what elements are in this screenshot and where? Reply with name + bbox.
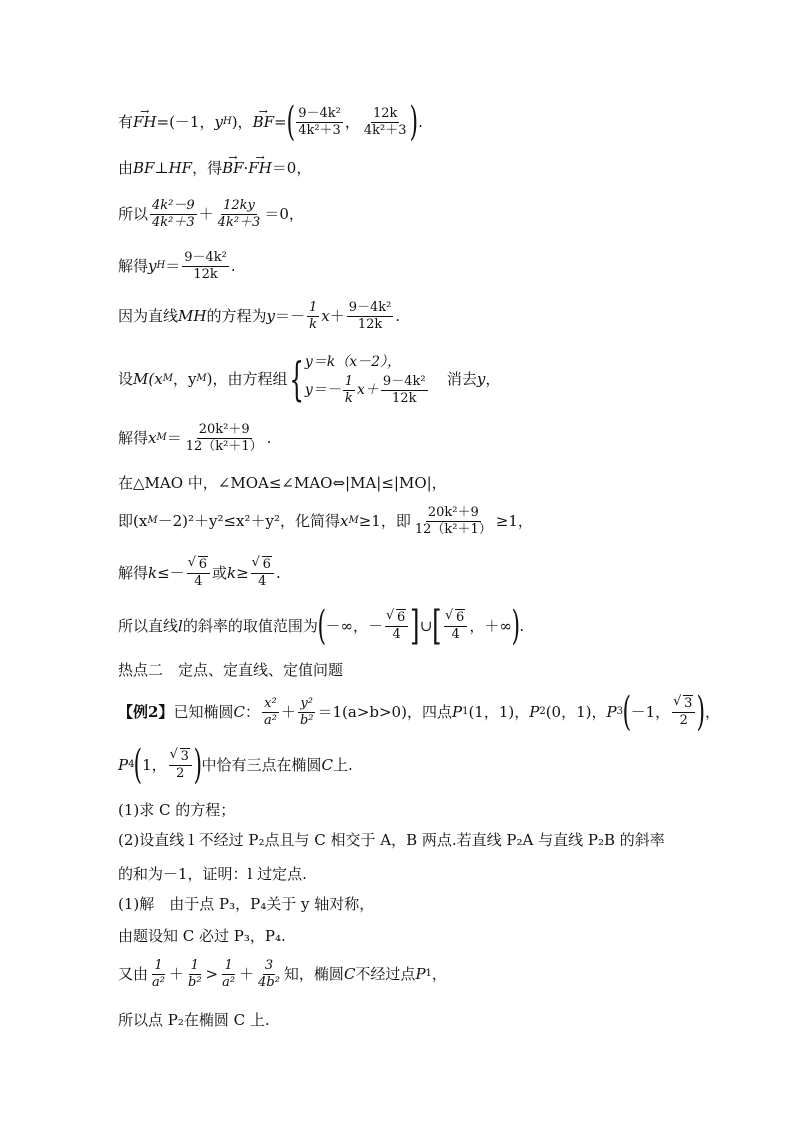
subscript: 3 bbox=[616, 706, 623, 717]
left-bracket-icon: [ bbox=[432, 603, 442, 649]
right-bracket-icon: ] bbox=[410, 603, 420, 649]
text: 的斜率的取值范围为 bbox=[182, 617, 318, 635]
text: y＝－ bbox=[304, 382, 341, 398]
text: 所以点 P₂在椭圆 C 上. bbox=[118, 1011, 270, 1029]
fraction bbox=[347, 300, 394, 333]
sqrt-icon bbox=[253, 557, 272, 573]
radicand: 6 bbox=[456, 609, 465, 625]
text: ＋ bbox=[168, 965, 184, 983]
numerator: 1 bbox=[190, 957, 199, 973]
text: = bbox=[274, 113, 287, 131]
denominator: 2 bbox=[176, 765, 185, 781]
left-paren-icon: ( bbox=[286, 99, 295, 145]
subscript: M bbox=[162, 373, 173, 384]
text: > bbox=[205, 965, 219, 983]
subscript: 2 bbox=[539, 706, 546, 717]
radicand: 6 bbox=[198, 556, 207, 572]
text: . bbox=[275, 564, 281, 582]
radicand: 3 bbox=[684, 695, 693, 711]
text: ＋ bbox=[198, 205, 214, 223]
text: 有 bbox=[118, 113, 134, 131]
numerator: x² bbox=[264, 695, 277, 711]
var: M(x bbox=[133, 370, 163, 388]
line-6 bbox=[118, 350, 500, 408]
text: . bbox=[266, 429, 272, 447]
fraction bbox=[362, 106, 409, 139]
line-19 bbox=[118, 926, 286, 946]
var: C bbox=[233, 703, 245, 721]
fraction bbox=[444, 610, 467, 643]
text: . bbox=[230, 257, 236, 275]
denominator: b² bbox=[188, 974, 202, 990]
text: 或 bbox=[211, 564, 227, 582]
var: y bbox=[148, 257, 157, 275]
var: HF bbox=[168, 159, 193, 177]
text: ＝0， bbox=[264, 205, 304, 223]
line-4 bbox=[118, 248, 236, 284]
left-paren-icon: ( bbox=[317, 603, 326, 649]
line-8 bbox=[118, 473, 447, 493]
text: ＋ bbox=[239, 965, 255, 983]
numerator: 12ky bbox=[223, 197, 255, 213]
text: ，得 bbox=[192, 159, 223, 177]
vector-bf: → BF bbox=[253, 112, 274, 132]
sqrt-icon bbox=[446, 610, 465, 626]
fraction bbox=[184, 422, 265, 455]
subscript: M bbox=[156, 432, 167, 443]
numerator: y² bbox=[300, 695, 313, 711]
denominator: 4k²＋3 bbox=[217, 214, 261, 230]
fraction bbox=[307, 300, 319, 333]
vector-fh: → FH bbox=[248, 158, 272, 178]
text: =(－1， bbox=[156, 113, 215, 131]
text: 1， bbox=[142, 756, 167, 774]
numerator: 3 bbox=[264, 957, 274, 973]
right-paren-icon: ) bbox=[193, 742, 203, 788]
fraction bbox=[296, 106, 343, 139]
denominator: 4k²＋3 bbox=[152, 214, 195, 230]
var: x bbox=[148, 429, 157, 447]
text: ，＋∞ bbox=[469, 617, 512, 635]
text: 的方程为 bbox=[206, 307, 267, 325]
text: )， bbox=[231, 113, 253, 131]
text: · bbox=[243, 159, 249, 177]
text: ， bbox=[485, 370, 501, 388]
right-paren-icon: ) bbox=[511, 603, 520, 649]
text: ： bbox=[244, 703, 260, 721]
system-row-1 bbox=[305, 351, 430, 373]
subscript: M bbox=[348, 515, 359, 526]
line-15 bbox=[118, 800, 235, 820]
right-paren-icon: ) bbox=[696, 689, 706, 735]
fraction bbox=[256, 958, 282, 991]
fraction bbox=[220, 958, 237, 991]
numerator: 20k²＋9 bbox=[427, 504, 479, 520]
text: 已知椭圆 bbox=[173, 703, 234, 721]
fraction bbox=[186, 958, 204, 991]
text: x＋ bbox=[357, 382, 379, 398]
var: P bbox=[529, 703, 540, 721]
var: x bbox=[321, 307, 330, 325]
denominator: k bbox=[309, 316, 318, 332]
text: 设 bbox=[118, 370, 134, 388]
fraction bbox=[150, 198, 197, 231]
fraction bbox=[150, 958, 167, 991]
var: C bbox=[343, 965, 356, 983]
line-9 bbox=[118, 503, 533, 539]
text: . bbox=[418, 113, 423, 131]
var: P bbox=[118, 756, 129, 774]
denominator: 4k²＋3 bbox=[298, 122, 341, 138]
text: 上. bbox=[333, 756, 353, 774]
vector-fh: → FH bbox=[133, 112, 157, 132]
fraction bbox=[298, 696, 316, 729]
numerator: 9－4k² bbox=[382, 373, 426, 389]
text: . bbox=[519, 617, 525, 635]
text: 由题设知 C 必过 P₃，P₄. bbox=[118, 927, 286, 945]
sqrt-icon bbox=[674, 696, 693, 712]
denominator: a² bbox=[152, 974, 165, 990]
text: 因为直线 bbox=[118, 307, 179, 325]
line-13 bbox=[118, 689, 721, 735]
text: . bbox=[395, 307, 401, 325]
denominator: a² bbox=[222, 974, 236, 990]
fraction bbox=[251, 557, 274, 590]
text: ≥1，即 bbox=[358, 512, 411, 530]
denominator: 4 bbox=[258, 573, 267, 589]
left-brace-icon: { bbox=[288, 352, 304, 406]
line-17 bbox=[118, 864, 307, 884]
text: 解得 bbox=[118, 564, 149, 582]
radicand: 3 bbox=[180, 748, 189, 764]
text: 知，椭圆 bbox=[283, 965, 344, 983]
fraction bbox=[182, 250, 229, 283]
fraction bbox=[381, 374, 428, 407]
text: －∞，－ bbox=[325, 617, 383, 635]
line-5 bbox=[118, 298, 400, 334]
var: MH bbox=[178, 307, 207, 325]
text: 解得 bbox=[118, 257, 149, 275]
fraction bbox=[187, 557, 210, 590]
denominator: 4 bbox=[451, 626, 460, 642]
text: ，y bbox=[172, 370, 197, 388]
sqrt-icon bbox=[171, 749, 190, 765]
fraction bbox=[262, 696, 279, 729]
text: ， bbox=[431, 965, 447, 983]
text: ≥1， bbox=[495, 512, 533, 530]
line-1 bbox=[118, 99, 423, 145]
text: ∪ bbox=[419, 617, 433, 635]
var: y bbox=[476, 370, 486, 388]
text: ＝ bbox=[166, 429, 182, 447]
vector-bf: → BF bbox=[222, 158, 243, 178]
equation-system bbox=[305, 351, 430, 407]
text: 即(x bbox=[118, 512, 148, 530]
subscript: M bbox=[147, 515, 158, 526]
fraction bbox=[385, 610, 408, 643]
denominator: 12k bbox=[392, 390, 417, 406]
line-20 bbox=[118, 954, 447, 994]
var: P bbox=[415, 965, 426, 983]
numerator: 9－4k² bbox=[298, 105, 341, 121]
var: P bbox=[451, 703, 463, 721]
fraction bbox=[216, 198, 263, 231]
denominator: k bbox=[344, 390, 353, 406]
text: (1)解 由于点 P₃，P₄关于 y 轴对称， bbox=[118, 895, 375, 913]
sqrt-icon bbox=[387, 610, 406, 626]
line-14 bbox=[118, 742, 353, 788]
var: l bbox=[178, 617, 183, 635]
radicand: 6 bbox=[262, 556, 271, 572]
text: ， bbox=[705, 703, 721, 721]
denominator: 4b² bbox=[258, 974, 280, 990]
text: ＝1(a>b>0)，四点 bbox=[317, 703, 452, 721]
numerator: 9－4k² bbox=[348, 299, 392, 315]
var: P bbox=[606, 703, 617, 721]
text: 消去 bbox=[446, 370, 477, 388]
text: ≥ bbox=[236, 564, 249, 582]
denominator: a² bbox=[263, 712, 277, 728]
text: ＋ bbox=[280, 703, 296, 721]
fraction bbox=[169, 749, 192, 782]
text: ≤－ bbox=[157, 564, 185, 582]
denominator: 12（k²＋1） bbox=[414, 521, 492, 537]
text: 热点二 定点、定直线、定值问题 bbox=[118, 661, 344, 679]
line-11 bbox=[118, 603, 525, 649]
subscript: H bbox=[222, 116, 232, 127]
text: 又由 bbox=[118, 965, 149, 983]
subscript: 4 bbox=[128, 759, 135, 770]
numerator: 12k bbox=[372, 105, 398, 121]
denominator: b² bbox=[299, 712, 314, 728]
subscript: H bbox=[156, 260, 166, 271]
denominator: 12（k²＋1） bbox=[185, 438, 263, 454]
text: (1，1)， bbox=[468, 703, 530, 721]
text: 解得 bbox=[118, 429, 149, 447]
text: ＝－ bbox=[274, 307, 305, 325]
fraction bbox=[672, 696, 695, 729]
line-16 bbox=[118, 830, 665, 850]
numerator: 1 bbox=[224, 957, 233, 973]
denominator: 4k²＋3 bbox=[363, 122, 407, 138]
text: 中恰有三点在椭圆 bbox=[201, 756, 322, 774]
denominator: 12k bbox=[357, 316, 383, 332]
numerator: 4k²－9 bbox=[152, 197, 195, 213]
denominator: 4 bbox=[194, 573, 203, 589]
text: 在△MAO 中，∠MOA≤∠MAO⇔|MA|≤|MO|， bbox=[118, 474, 447, 492]
var: BF bbox=[133, 159, 155, 177]
var: k bbox=[148, 564, 158, 582]
denominator: 4 bbox=[392, 626, 401, 642]
fraction bbox=[413, 505, 494, 538]
equation: y＝k（x－2）， bbox=[304, 354, 402, 370]
line-10 bbox=[118, 553, 281, 593]
left-paren-icon: ( bbox=[133, 742, 143, 788]
text: ＝0， bbox=[271, 159, 312, 177]
radicand: 6 bbox=[396, 609, 406, 625]
subscript: 1 bbox=[425, 968, 432, 979]
text: (2)设直线 l 不经过 P₂点且与 C 相交于 A，B 两点.若直线 P₂A 与直线 P₂B 的斜率 bbox=[118, 831, 665, 849]
text: 所以直线 bbox=[118, 617, 179, 635]
text: ＝ bbox=[165, 257, 181, 275]
numerator: 1 bbox=[308, 299, 318, 315]
text: 所以 bbox=[118, 205, 149, 223]
text: ⊥ bbox=[154, 159, 169, 177]
line-21 bbox=[118, 1010, 270, 1030]
system-row-2 bbox=[305, 373, 430, 407]
line-2 bbox=[118, 158, 311, 178]
right-paren-icon: ) bbox=[409, 99, 419, 145]
var: k bbox=[226, 564, 237, 582]
text: －1， bbox=[630, 703, 671, 721]
text: ， bbox=[344, 113, 360, 131]
text: )，由方程组 bbox=[206, 370, 288, 388]
var: y bbox=[214, 113, 223, 131]
line-3 bbox=[118, 196, 304, 232]
text: ＋ bbox=[329, 307, 345, 325]
line-7 bbox=[118, 420, 271, 456]
numerator: 1 bbox=[344, 373, 354, 389]
section-heading bbox=[118, 660, 343, 680]
text: 由 bbox=[118, 159, 134, 177]
line-18 bbox=[118, 894, 374, 914]
text: －2)²＋y²≤x²＋y²，化简得 bbox=[157, 512, 340, 530]
denominator: 12k bbox=[193, 266, 218, 282]
sqrt-icon bbox=[189, 557, 208, 573]
denominator: 2 bbox=[679, 712, 688, 728]
numerator: 1 bbox=[154, 957, 163, 973]
subscript: 1 bbox=[462, 706, 469, 717]
var: y bbox=[266, 307, 275, 325]
text: (0，1)， bbox=[545, 703, 607, 721]
text: 不经过点 bbox=[355, 965, 416, 983]
text: 的和为－1，证明：l 过定点. bbox=[118, 865, 307, 883]
var: C bbox=[321, 756, 334, 774]
numerator: 20k²＋9 bbox=[198, 421, 250, 437]
left-paren-icon: ( bbox=[622, 689, 632, 735]
subscript: M bbox=[196, 373, 207, 384]
var: x bbox=[340, 512, 349, 530]
fraction bbox=[343, 374, 355, 407]
text: (1)求 C 的方程； bbox=[118, 801, 236, 819]
numerator: 9－4k² bbox=[184, 249, 227, 265]
example-tag: 【例2】 bbox=[118, 703, 174, 721]
